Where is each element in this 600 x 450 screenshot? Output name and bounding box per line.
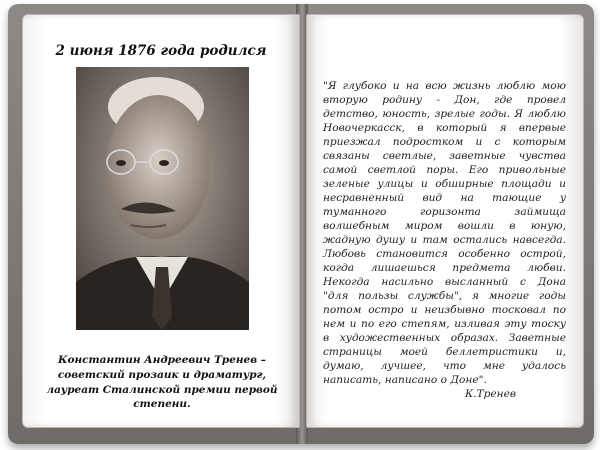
quote-line: страницы моей беллетристики и, — [323, 346, 566, 358]
right-page — [306, 14, 584, 428]
quote-line: зеленые улицы и обширные площади и — [323, 178, 566, 190]
quote-line: связаны светлые, заветные чувства — [323, 150, 566, 162]
quote-signature: К.Тренев — [465, 388, 517, 400]
quote-line: Некогда насильно высланный с Дона — [323, 276, 566, 288]
quote-line: в художественных образах. Заветные — [323, 332, 566, 344]
quote-line: приезжал подростком и с которым — [323, 136, 566, 148]
author-portrait — [76, 67, 249, 330]
quote-line: "Я глубоко и на всю жизнь люблю мою — [323, 80, 566, 92]
caption-line: степени. — [133, 398, 191, 411]
quote-line: Новочеркасск, в который я впервые — [323, 122, 566, 134]
quote-line: написать, написано о Доне". — [323, 374, 487, 386]
quote-line: несравненный вид на тающие у — [323, 192, 566, 204]
caption-line: лауреат Сталинской премии первой — [46, 383, 278, 396]
quote-line: потом остро и неизбывно тосковал по — [323, 304, 566, 316]
quote-line: когда лишаешься предмета любви. — [323, 262, 566, 274]
quote-line: "для пользы службы", я многие годы — [323, 290, 566, 302]
quote-line: туманного горизонта займища — [323, 206, 566, 218]
quote-line: вторую родину - Дон, где провел — [323, 94, 566, 106]
caption-line: Константин Андреевич Тренев – — [57, 354, 267, 366]
quote-line: волшебным миром вошли в юную, — [323, 220, 566, 232]
left-page — [22, 14, 300, 428]
author-caption — [31, 353, 293, 412]
quote-line: детство, юность, зрелые годы. Я люблю — [323, 108, 566, 120]
quote-line: жадную душу и там остались навсегда. — [323, 234, 566, 246]
open-book — [8, 4, 594, 444]
birth-date-heading: 2 июня 1876 года родился — [55, 43, 267, 59]
quote-line: Любовь становится особенно острой, — [323, 248, 566, 260]
quote-line: нем и по его степям, изливая эту тоску — [323, 318, 566, 330]
author-quote — [323, 79, 566, 387]
quote-line: думаю, лучшее, что мне удалось — [323, 360, 566, 372]
caption-line: советский прозаик и драматург, — [57, 368, 267, 381]
quote-line: самой светлой поры. Его привольные — [323, 164, 566, 176]
